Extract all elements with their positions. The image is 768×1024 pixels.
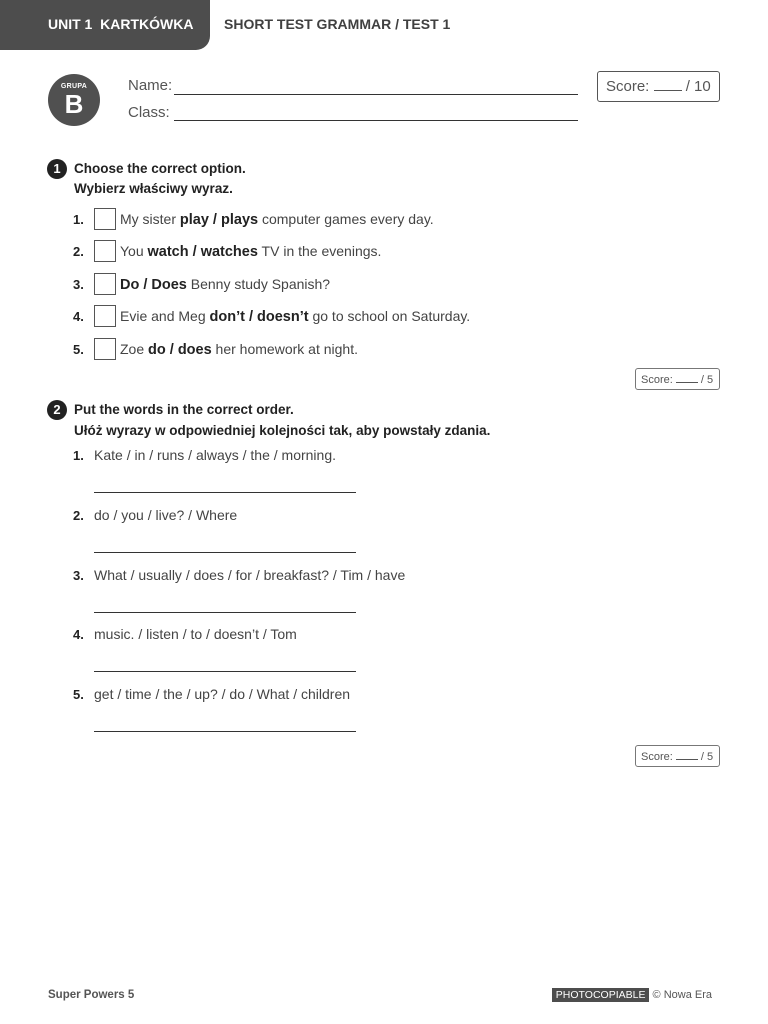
- item-sentence: Zoe do / does her homework at night.: [120, 341, 358, 358]
- unit-header-tab: [0, 0, 210, 50]
- answer-checkbox[interactable]: [94, 208, 116, 230]
- copyright-text: © Nowa Era: [652, 989, 712, 1001]
- score-label: Score:: [641, 751, 673, 763]
- answer-checkbox[interactable]: [94, 338, 116, 360]
- score-blank[interactable]: [676, 750, 698, 760]
- item-number: 2.: [73, 508, 84, 523]
- answer-checkbox[interactable]: [94, 305, 116, 327]
- group-letter: B: [64, 89, 84, 119]
- item-number: 2.: [73, 244, 84, 259]
- class-field[interactable]: [174, 120, 578, 121]
- answer-line[interactable]: [94, 731, 356, 732]
- exercise-2-title-en: Put the words in the correct order.: [74, 402, 294, 417]
- score-max: / 5: [700, 751, 714, 763]
- score-blank[interactable]: [676, 373, 698, 383]
- total-score-max: / 10: [685, 78, 711, 95]
- test-title: SHORT TEST GRAMMAR / TEST 1: [224, 16, 451, 32]
- name-field[interactable]: [174, 94, 578, 95]
- total-score-box: [597, 71, 720, 102]
- word-order-prompt: Kate / in / runs / always / the / morning.: [94, 447, 336, 463]
- unit-label: UNIT 1: [48, 16, 93, 32]
- word-order-prompt: do / you / live? / Where: [94, 507, 238, 523]
- answer-checkbox[interactable]: [94, 240, 116, 262]
- answer-checkbox[interactable]: [94, 273, 116, 295]
- exercise-1-number: 1: [47, 159, 67, 179]
- kartkowka-label: KARTKÓWKA: [100, 16, 194, 32]
- group-badge: [48, 74, 100, 126]
- item-number: 4.: [73, 309, 84, 324]
- word-order-prompt: What / usually / does / for / breakfast? / Tim / have: [94, 567, 406, 583]
- name-label: Name:: [128, 77, 173, 94]
- choice-options: Do / Does: [120, 277, 187, 293]
- choice-options: play / plays: [179, 212, 259, 228]
- book-title: Super Powers 5: [48, 989, 135, 1001]
- score-max: / 5: [700, 374, 714, 386]
- item-number: 1.: [73, 448, 84, 463]
- item-number: 1.: [73, 212, 84, 227]
- exercise-1-score-box: [635, 368, 720, 390]
- class-label: Class:: [128, 104, 170, 121]
- word-order-prompt: get / time / the / up? / do / What / children: [94, 686, 351, 702]
- answer-line[interactable]: [94, 671, 356, 672]
- footer-rights: [552, 989, 712, 1001]
- choice-options: watch / watches: [147, 244, 258, 260]
- answer-line[interactable]: [94, 552, 356, 553]
- answer-line[interactable]: [94, 492, 356, 493]
- item-sentence: Evie and Meg don’t / doesn’t go to school on Saturday.: [120, 308, 471, 325]
- total-score-blank[interactable]: [654, 78, 682, 91]
- group-label: GRUPA: [60, 83, 88, 90]
- photocopiable-label: PHOTOCOPIABLE: [552, 988, 650, 1002]
- item-number: 5.: [73, 342, 84, 357]
- item-number: 3.: [73, 568, 84, 583]
- exercise-2-title-pl: Ułóż wyrazy w odpowiedniej kolejności tak, aby powstały zdania.: [74, 423, 491, 438]
- choice-options: do / does: [148, 342, 212, 358]
- item-number: 5.: [73, 687, 84, 702]
- answer-line[interactable]: [94, 612, 356, 613]
- choice-options: don’t / doesn’t: [209, 309, 309, 325]
- item-number: 3.: [73, 277, 84, 292]
- exercise-1-title-en: Choose the correct option.: [74, 161, 246, 176]
- total-score-label: Score:: [606, 78, 650, 95]
- word-order-prompt: music. / listen / to / doesn’t / Tom: [94, 626, 297, 642]
- exercise-1-title-pl: Wybierz właściwy wyraz.: [74, 181, 233, 196]
- item-number: 4.: [73, 627, 84, 642]
- item-sentence: You watch / watches TV in the evenings.: [120, 243, 382, 260]
- item-sentence: My sister play / plays computer games every day.: [120, 211, 434, 228]
- score-label: Score:: [641, 374, 673, 386]
- exercise-2-number: 2: [47, 400, 67, 420]
- exercise-2-score-box: [635, 745, 720, 767]
- item-sentence: Do / Does Benny study Spanish?: [120, 276, 331, 293]
